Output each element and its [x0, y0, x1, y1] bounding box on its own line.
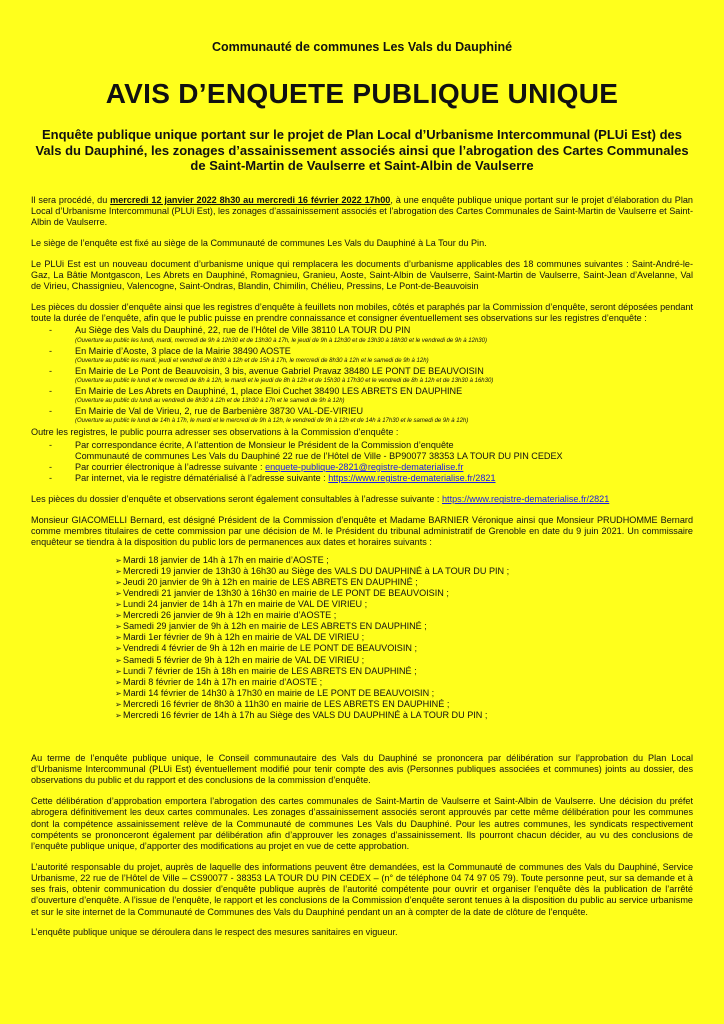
arrow-icon: ➢ [115, 688, 122, 698]
siege-paragraph: Le siège de l’enquête est fixé au siège de la Communauté de communes Les Vals du Dauphiné à La Tour du Pin. [31, 238, 487, 249]
list-item [31, 366, 693, 386]
consult-link[interactable]: https://www.registre-dematerialise.fr/2821 [442, 494, 610, 505]
outre-paragraph: Outre les registres, le public pourra adresser ses observations à la Commission d’enquête : [31, 427, 399, 438]
list-item [31, 406, 693, 426]
arrow-icon: ➢ [115, 588, 122, 598]
address-hours: (Ouverture au public le lundi de 14h à 17h, le mardi et le mercredi de 9h à 12h, le vendredi de 9h à 12h et de 14h à 17h30 et le samedi de 9h à 12h) [75, 418, 469, 425]
permanence-item [115, 699, 693, 710]
dash-icon: - [49, 385, 53, 396]
consult-paragraph [31, 494, 693, 505]
intro-paragraph [31, 195, 693, 229]
permanence-text: Jeudi 20 janvier de 9h à 12h en mairie de LES ABRETS EN DAUPHINÉ ; [123, 576, 418, 587]
list-item [31, 473, 693, 484]
arrow-icon: ➢ [115, 666, 122, 676]
internet-label: Par internet, via le registre dématérialisé à l’adresse suivante : [75, 473, 329, 484]
arrow-icon: ➢ [115, 710, 122, 720]
intro-post: , à une enquête publique unique portant sur le projet d’élaboration du Plan Local d’Urbanisme Intercommunal (PLUi Est), les zonages d’assainissement associés et l’abrogation des Cartes Communales de Saint-Martin de Vaulserre et Saint-Albin de Vaulserre. [31, 195, 693, 228]
arrow-icon: ➢ [115, 577, 122, 587]
permanence-text: Vendredi 21 janvier de 13h30 à 16h30 en mairie de LE PONT DE BEAUVOISIN ; [123, 587, 449, 598]
dash-icon: - [49, 365, 53, 376]
arrow-icon: ➢ [115, 655, 122, 665]
permanence-item [115, 588, 693, 599]
dash-icon: - [49, 406, 53, 417]
permanence-text: Mardi 1er février de 9h à 12h en mairie de VAL DE VIRIEU ; [123, 632, 365, 643]
dash-icon: - [49, 461, 53, 472]
plui-paragraph: Le PLUi Est est un nouveau document d’urbanisme unique qui remplacera les documents d’urbanisme applicables des 18 communes suivantes : Saint-André-le-Gaz, La Bâtie Montgascon, Les Abrets en Dauphiné, Romagnieu, Granieu, Aoste, Saint-Albin de Vaulserre, Saint-Martin de Vaulserre, Saint-Jean d’Avelanne, Val de Virieu, Chassignieu, Valencogne, Saint-Ondras, Blandin, Chimilin, Chélieu, Pressins, Le Pont-de-Beauvoisin [31, 258, 693, 292]
permanence-text: Mercredi 16 février de 8h30 à 11h30 en mairie de LES ABRETS EN DAUPHINÉ ; [123, 698, 450, 709]
notice-subtitle: Enquête publique unique portant sur le projet de Plan Local d’Urbanisme Intercommunal (PLUi Est) des Vals du Dauphiné, les zonages d’assainissement associés ainsi que l’abrogation des Cartes Communales de Saint-Martin de Vaulserre et Saint-Albin de Vaulserre [35, 127, 689, 173]
organisation-name: Communauté de communes Les Vals du Dauphiné [211, 40, 513, 54]
address-place: En Mairie de Val de Virieu, 2, rue de Barbenière 38730 VAL-DE-VIRIEU [75, 406, 364, 417]
permanence-item [115, 632, 693, 643]
arrow-icon: ➢ [115, 644, 122, 654]
permanence-item [115, 555, 693, 566]
permanence-text: Mercredi 16 février de 14h à 17h au Siège des VALS DU DAUPHINÉ à LA TOUR DU PIN ; [123, 709, 488, 720]
arrow-icon: ➢ [115, 699, 122, 709]
permanence-text: Samedi 29 janvier de 9h à 12h en mairie de LES ABRETS EN DAUPHINÉ ; [123, 621, 427, 632]
permanence-item [115, 599, 693, 610]
pieces-paragraph: Les pièces du dossier d’enquête ainsi que les registres d’enquête à feuillets non mobiles, côtés et paraphés par la Commission d’enquête, seront déposées pendant toute la durée de l’enquête, afin que le public puisse en prendre connaissance et consigner éventuellement ses observations sur les registres d’enquête : [31, 301, 693, 324]
autorite-paragraph: L’autorité responsable du projet, auprès de laquelle des informations peuvent être demandées, est la Communauté de communes des Vals du Dauphiné, Service Urbanisme, 22 rue de l’Hôtel de Ville – CS90077 - 38353 LA TOUR DU PIN CEDEX – (n° de téléphone 04 74 97 05 79). Toute personne peut, sur sa demande et à ses frais, obtenir communication du dossier d’enquête publique auprès de l’autorité compétente pour ouvrir et organiser l’enquête dès la publication de l’arrêté d’ouverture d’enquête. A l’issue de l’enquête, le rapport et les conclusions de la Commission d’enquête seront tenues à la disposition du public au service urbanisme et sur le site internet de la Communauté de Communes des Vals du Dauphiné pendant un an à compter de la date de clôture de l’enquête. [31, 861, 693, 917]
dash-icon: - [49, 345, 53, 356]
list-item [31, 440, 693, 462]
permanence-item [115, 643, 693, 654]
address-hours: (Ouverture au public du lundi au vendredi de 8h30 à 12h et de 13h30 à 17h et le samedi de 9h à 12h) [75, 398, 345, 405]
terme-paragraph: Au terme de l’enquête publique unique, le Conseil communautaire des Vals du Dauphiné se prononcera par délibération sur l’approbation du Plan Local d’Urbanisme Intercommunal (PLUi Est) éventuellement modifié pour tenir compte des avis (Personnes publiques associées et communes) joints au dossier, des observations du public et du rapport et des conclusions de la commission d’enquête. [31, 753, 693, 786]
list-item [31, 346, 693, 366]
commission-paragraph: Monsieur GIACOMELLI Bernard, est désigné Président de la Commission d’enquête et Madame BARNIER Véronique ainsi que Monsieur PRUDHOMME Bernard comme membres titulaires de cette commission par une décision de M. le Président du tribunal administratif de Grenoble en date du 9 juin 2021. Un commissaire enquêteur se tiendra à la disposition du public lors de permanences aux dates et horaires suivants : [31, 515, 693, 548]
mail-label: Par courrier électronique à l’adresse suivante : [75, 461, 266, 472]
email-link[interactable]: enquete-publique-2821@registre-dematerialise.fr [265, 461, 464, 472]
permanence-text: Mercredi 26 janvier de 9h à 12h en mairie d’AOSTE ; [123, 610, 337, 621]
permanence-text: Lundi 24 janvier de 14h à 17h en mairie de VAL DE VIRIEU ; [123, 599, 368, 610]
intro-pre: Il sera procédé, du [31, 195, 111, 205]
arrow-icon: ➢ [115, 611, 122, 621]
address-list [31, 325, 693, 426]
permanence-list [31, 555, 693, 721]
permanence-text: Lundi 7 février de 15h à 18h en mairie de LES ABRETS EN DAUPHINÉ ; [123, 665, 417, 676]
permanence-item [115, 677, 693, 688]
permanence-item [115, 710, 693, 721]
observation-methods [31, 440, 693, 485]
dash-icon: - [49, 439, 53, 450]
list-item [31, 325, 693, 345]
address-place: En Mairie de Le Pont de Beauvoisin, 3 bis, avenue Gabriel Pravaz 38480 LE PONT DE BEAUVOISIN [75, 365, 484, 376]
address-place: En Mairie de Les Abrets en Dauphiné, 1, place Eloi Cuchet 38490 LES ABRETS EN DAUPHINE [75, 385, 463, 396]
arrow-icon: ➢ [115, 622, 122, 632]
permanence-text: Mardi 8 février de 14h à 17h en mairie d’AOSTE ; [123, 676, 323, 687]
courrier-line-1: Par correspondance écrite, A l’attention de Monsieur le Président de la Commission d’enquête [75, 439, 454, 450]
arrow-icon: ➢ [115, 555, 122, 565]
deliberation-paragraph: Cette délibération d’approbation emportera l’abrogation des cartes communales de Saint-Martin de Vaulserre et Saint-Albin de Vaulserre. Une décision du préfet abrogera définitivement les deux cartes communales. Les zonages d’assainissement associés seront approuvés par cette même délibération pour les communes dont la compétence assainissement relève de la Communauté de communes Les Vals du Dauphiné. Pour les autres communes, les syndicats respectivement compétents se prononceront également par délibération afin d’approuver les zonages d’assainissement. Ils pourront chacun décider, au vu des conclusions de l’enquête publique unique, d’apporter des modifications au projet en vue de cette approbation. [31, 796, 693, 851]
permanence-text: Mardi 18 janvier de 14h à 17h en mairie d’AOSTE ; [123, 554, 329, 565]
address-hours: (Ouverture au public les mardi, jeudi et vendredi de 8h30 à 12h et de 15h à 17h, le mercredi de 8h30 à 12h et le samedi de 9h à 12h) [75, 357, 429, 364]
spacer [31, 731, 693, 753]
dash-icon: - [49, 325, 53, 336]
arrow-icon: ➢ [115, 677, 122, 687]
permanence-text: Vendredi 4 février de 9h à 12h en mairie de LE PONT DE BEAUVOISIN ; [123, 643, 418, 654]
courrier-line-2: Communauté de communes Les Vals du Dauphiné 22 rue de l’Hôtel de Ville - BP90077 38353 LA TOUR DU PIN CEDEX [75, 450, 563, 461]
notice-body [31, 195, 693, 948]
address-hours: (Ouverture au public le lundi et le mercredi de 8h à 12h, le mardi et le jeudi de 8h à 12h et de 15h30 à 17h30 et le vendredi de 8h à 12h et de 13h30 à 16h30) [75, 377, 494, 384]
arrow-icon: ➢ [115, 600, 122, 610]
permanence-item [115, 577, 693, 588]
registry-link[interactable]: https://www.registre-dematerialise.fr/2821 [328, 473, 496, 484]
permanence-item [115, 666, 693, 677]
enquiry-dates: mercredi 12 janvier 2022 8h30 au mercredi 16 février 2022 17h00 [110, 195, 391, 205]
consult-label: Les pièces du dossier d’enquête et observations seront également consultables à l’adresse suivante : [31, 494, 442, 505]
address-place: En Mairie d’Aoste, 3 place de la Mairie 38490 AOSTE [75, 345, 291, 356]
permanence-item [115, 688, 693, 699]
permanence-item [115, 621, 693, 632]
arrow-icon: ➢ [115, 566, 122, 576]
address-hours: (Ouverture au public les lundi, mardi, mercredi de 9h à 12h30 et de 13h30 à 17h, le jeudi de 9h à 12h30 et de 13h30 à 18h30 et le vendredi de 9h à 12h30) [75, 337, 487, 344]
permanence-text: Mercredi 19 janvier de 13h30 à 16h30 au Siège des VALS DU DAUPHINÉ à LA TOUR DU PIN ; [123, 565, 510, 576]
permanence-text: Mardi 14 février de 14h30 à 17h30 en mairie de LE PONT DE BEAUVOISIN ; [123, 687, 435, 698]
address-place: Au Siège des Vals du Dauphiné, 22, rue de l’Hôtel de Ville 38110 LA TOUR DU PIN [75, 325, 411, 336]
dash-icon: - [49, 473, 53, 484]
list-item [31, 386, 693, 406]
arrow-icon: ➢ [115, 633, 122, 643]
permanence-item [115, 610, 693, 621]
notice-title: AVIS D’ENQUETE PUBLIQUE UNIQUE [105, 78, 619, 109]
sanitaire-paragraph: L’enquête publique unique se déroulera dans le respect des mesures sanitaires en vigueur. [31, 927, 398, 938]
list-item [31, 462, 693, 473]
permanence-item [115, 655, 693, 666]
permanence-item [115, 566, 693, 577]
permanence-text: Samedi 5 février de 9h à 12h en mairie de VAL DE VIRIEU ; [123, 654, 365, 665]
